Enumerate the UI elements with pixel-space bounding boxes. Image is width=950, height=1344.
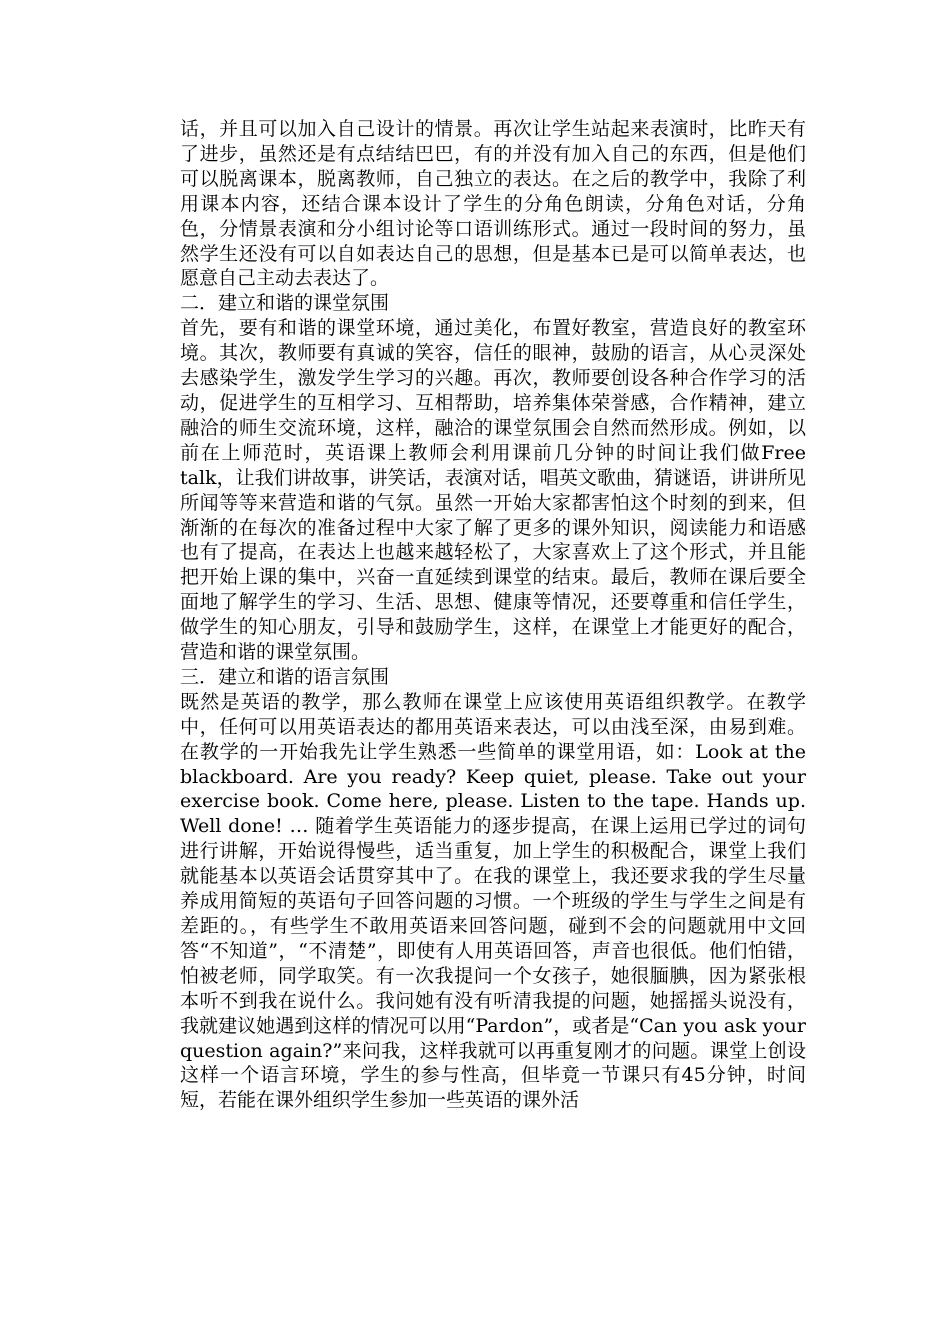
section-heading-2: 二．建立和谐的课堂氛围 <box>180 292 390 315</box>
section-heading-3: 三．建立和谐的语言氛围 <box>180 665 390 688</box>
paragraph-3: 既然是英语的教学，那么教师在课堂上应该使用英语组织教学。在教学中，任何可以用英语表达的都用英语来表达，可以由浅至深，由易到难。在教学的一开始我先让学生熟悉一些简单的课堂用语，如：Look at the blackboard. Are you ready? Keep quiet, please. Take out your exercise book. Come here, please. Listen to the tape. Hands up. Well done! … 随着学生英语能力的逐步提高，在课上运用已学过的词句进行讲解，开始说得慢些，适当重复，加上学生的积极配合，课堂上我们就能基本以英语会话贯穿其中了。在我的课堂上，我还要求我的学生尽量养成用简短的英语句子回答问题的习惯。一个班级的学生与学生之间是有差距的。，有些学生不敢用英语来回答问题，碰到不会的问题就用中文回答“不知道”，“不清楚”，即使有人用英语回答，声音也很低。他们怕错，怕被老师，同学取笑。有一次我提问一个女孩子，她很腼腆，因为紧张根本听不到我在说什么。我问她有没有听清我提的问题，她摇摇头说没有，我就建议她遇到这样的情况可以用“Pardon”，或者是“Can you ask your question again?”来问我，这样我就可以再重复刚才的问题。课堂上创设这样一个语言环境，学生的参与性高，但毕竟一节课只有45分钟，时间短，若能在课外组织学生参加一些英语的课外活 <box>180 690 806 1112</box>
paragraph-2: 首先，要有和谐的课堂环境，通过美化，布置好教室，营造良好的教室环境。其次，教师要有真诚的笑容，信任的眼神，鼓励的语言，从心灵深处去感染学生，激发学生学习的兴趣。再次，教师要创设各种合作学习的活动，促进学生的互相学习、互相帮助，培养集体荣誉感，合作精神，建立融洽的师生交流环境，这样，融洽的课堂氛围会自然而然形成。例如，以前在上师范时，英语课上教师会利用课前几分钟的时间让我们做Free talk，让我们讲故事，讲笑话，表演对话，唱英文歌曲，猜谜语，讲讲所见所闻等等来营造和谐的气氛。虽然一开始大家都害怕这个时刻的到来，但渐渐的在每次的准备过程中大家了解了更多的课外知识，阅读能力和语感也有了提高，在表达上也越来越轻松了，大家喜欢上了这个形式，并且能把开始上课的集中，兴奋一直延续到课堂的结束。最后，教师在课后要全面地了解学生的学习、生活、思想、健康等情况，还要尊重和信任学生，做学生的知心朋友，引导和鼓励学生，这样，在课堂上才能更好的配合，营造和谐的课堂氛围。 <box>180 317 806 664</box>
paragraph-1: 话，并且可以加入自己设计的情景。再次让学生站起来表演时，比昨天有了进步，虽然还是有点结结巴巴，有的并没有加入自己的东西，但是他们可以脱离课本，脱离教师，自己独立的表达。在之后的教学中，我除了利用课本内容，还结合课本设计了学生的分角色朗读，分角色对话，分角色，分情景表演和分小组讨论等口语训练形式。通过一段时间的努力，虽然学生还没有可以自如表达自己的思想，但是基本已是可以简单表达，也愿意自己主动去表达了。 <box>180 118 806 290</box>
document-page <box>180 117 806 1113</box>
